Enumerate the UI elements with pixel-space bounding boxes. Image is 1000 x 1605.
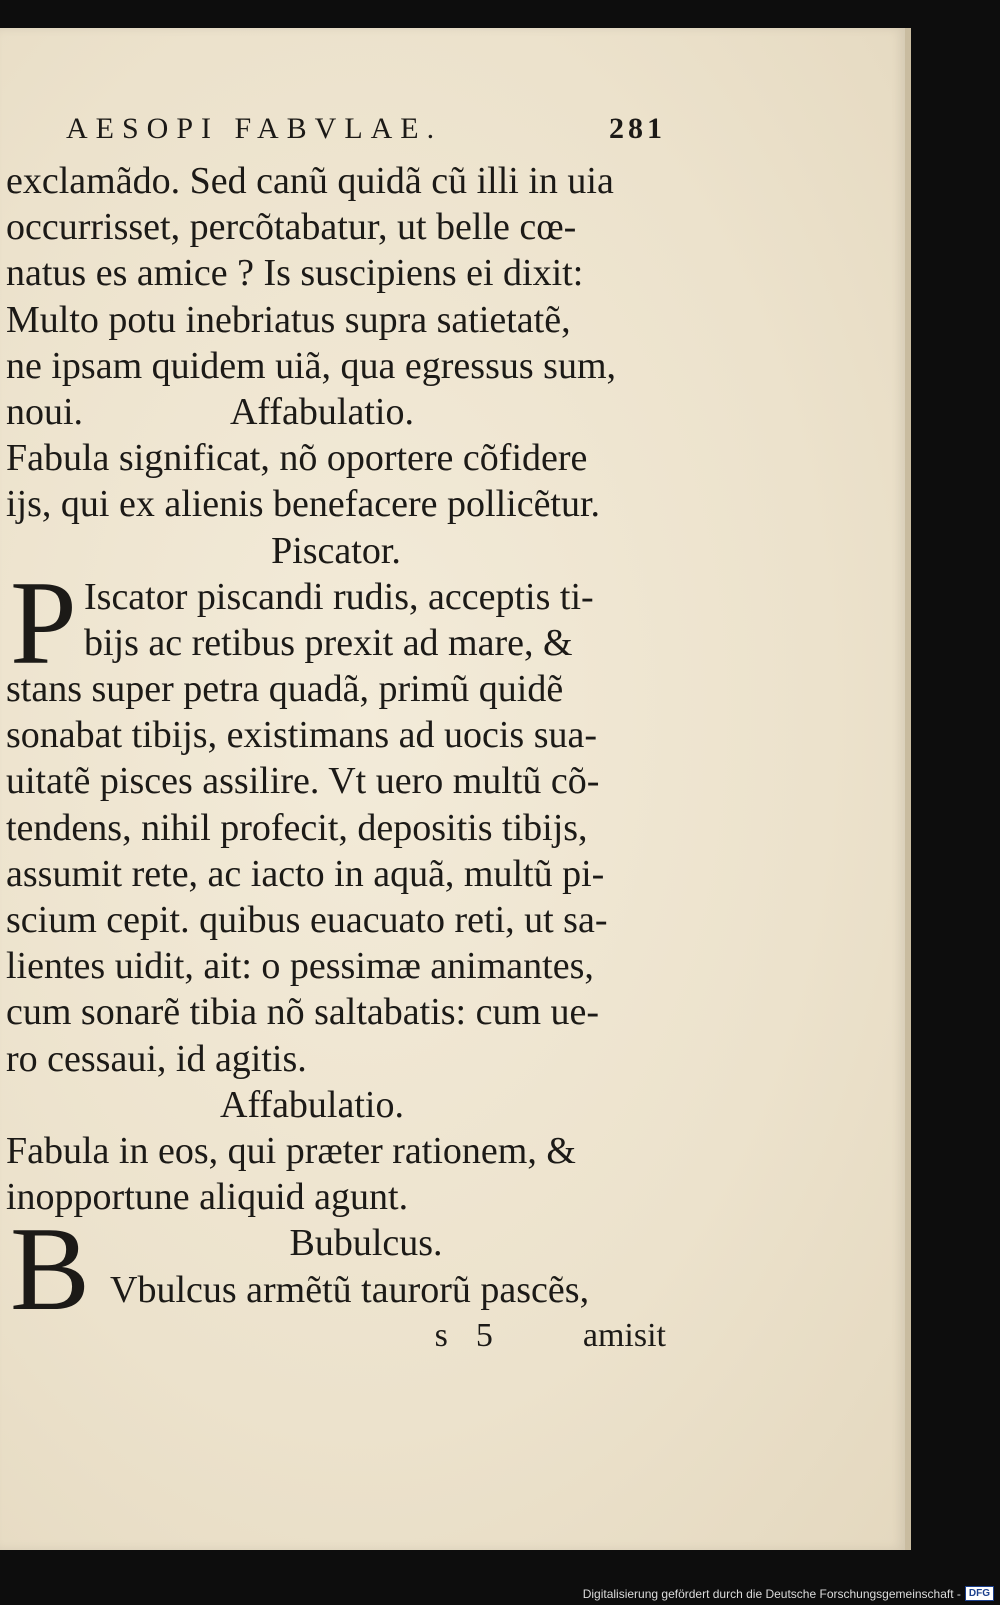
text-line: occurrisset, percõtabatur, ut belle cœ-	[6, 206, 577, 249]
text-line: Vbulcus armẽtũ taurorũ pascẽs,	[110, 1268, 590, 1311]
moral-line: Fabula significat, nõ oportere cõfidere	[6, 437, 588, 480]
affabulatio-heading: Affabulatio.	[220, 1083, 404, 1126]
text-line: scium cepit. quibus euacuato reti, ut sa-	[6, 899, 608, 941]
catchword: amisit	[582, 1316, 666, 1354]
drop-cap-block	[6, 555, 666, 689]
page-edge	[905, 28, 911, 1550]
running-title: AESOPI FABVLAE.	[66, 112, 443, 145]
signature-mark: 5	[475, 1316, 493, 1354]
text-line: tendens, nihil profecit, depositis tibijs,	[6, 806, 588, 849]
fable-title: Bubulcus.	[289, 1222, 443, 1265]
moral-line: inopportune aliquid agunt.	[6, 1176, 409, 1219]
text-line: uitatẽ pisces assilire. Vt uero multũ cõ-	[6, 760, 600, 803]
text-line: Multo potu inebriatus supra satietatẽ,	[6, 298, 571, 341]
signature-line	[6, 1313, 666, 1359]
signature-mark: s	[434, 1316, 448, 1354]
text-line: natus es amice ? Is suscipiens ei dixit:	[6, 252, 584, 295]
drop-cap-initial: B	[10, 1202, 91, 1336]
digitization-credit	[583, 1586, 994, 1601]
fable-title: Piscator.	[271, 529, 401, 572]
text-line: Iscator piscandi rudis, acceptis ti-	[84, 575, 594, 618]
dfg-logo: DFG	[965, 1586, 994, 1601]
moral-line: ijs, qui ex alienis benefacere pollicẽtur.	[6, 483, 601, 526]
text-line: exclamãdo. Sed canũ quidã cũ illi in uia	[6, 160, 614, 202]
text-line: sonabat tibijs, existimans ad uocis sua-	[6, 714, 598, 757]
text-line-with-heading	[6, 389, 666, 435]
text-line: assumit rete, ac iacto in aquã, multũ pi-	[6, 852, 605, 895]
fable-1	[6, 158, 666, 528]
drop-cap-initial: P	[10, 555, 77, 689]
text-line: cum sonarẽ tibia nõ saltabatis: cum ue-	[6, 991, 600, 1034]
fable-2	[6, 528, 666, 1221]
text-line: ro cessaui, id agitis.	[6, 1037, 307, 1080]
running-header	[66, 112, 666, 158]
text-line: lientes uidit, ait: o pessimæ animantes,	[6, 945, 594, 988]
folio-number: 281	[609, 112, 666, 145]
page-text	[6, 112, 666, 1359]
moral-line: Fabula in eos, qui præter rationem, &	[6, 1129, 576, 1172]
text-line: bijs ac retibus prexit ad mare, &	[84, 621, 573, 664]
affabulatio-heading: Affabulatio.	[229, 390, 414, 433]
text-line: ne ipsam quidem uiã, qua egressus sum,	[6, 344, 617, 387]
text-line: stans super petra quadã, primũ quidẽ	[6, 668, 564, 711]
credit-text: Digitalisierung gefördert durch die Deutsche Forschungsgemeinschaft -	[582, 1586, 961, 1601]
text-line-end: noui.	[6, 390, 84, 433]
